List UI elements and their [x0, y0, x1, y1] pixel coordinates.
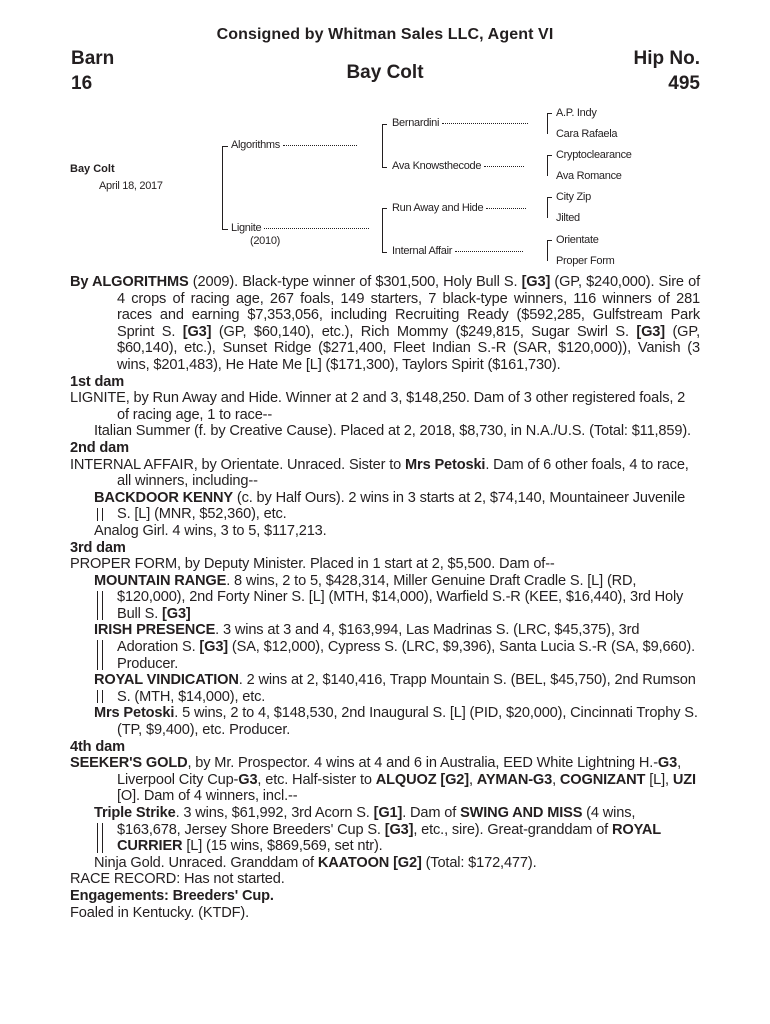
- bracket-line: [222, 229, 228, 230]
- third-dam-paragraph: PROPER FORM, by Deputy Minister. Placed in 1 start at 2, $5,500. Dam of--: [70, 556, 555, 573]
- second-dam-produce: Analog Girl. 4 wins, 3 to 5, $117,213.: [94, 522, 327, 539]
- bracket-line: [547, 155, 548, 176]
- foaled-in: Foaled in Kentucky. (KTDF).: [70, 904, 249, 921]
- bracket-line: [547, 197, 552, 198]
- g3-ancestor: Ava Romance: [556, 170, 622, 182]
- bracket-line: [382, 124, 383, 168]
- fourth-dam-paragraph: SEEKER'S GOLD, by Mr. Prospector. 4 wins at 4 and 6 in Australia, EED White Lightning H.-G3, Liverpool City Cup-G3, etc. Half-sister to ALQUOZ [G2], AYMAN-G3, COGNIZANT [L], UZI [O]. Dam of 4 winners, incl.--: [70, 755, 696, 805]
- first-dam-paragraph: LIGNITE, by Run Away and Hide. Winner at 2 and 3, $148,250. Dam of 3 other registered foals, 2 of racing age, 1 to race--: [70, 390, 686, 423]
- bracket-line: [547, 240, 552, 241]
- third-dam-produce: ROYAL VINDICATION. 2 wins at 2, $140,416, Trapp Mountain S. (BEL, $45,750), 2nd Rumson S. (MTH, $14,000), etc.: [70, 672, 700, 705]
- bracket-line: [382, 124, 387, 125]
- page-title: Bay Colt: [346, 62, 424, 83]
- first-dam-heading: 1st dam: [70, 373, 125, 390]
- sire-name: Algorithms: [231, 139, 357, 151]
- subject-name: Bay Colt: [70, 163, 115, 175]
- bracket-line: [382, 208, 383, 253]
- sire-dam-name: Ava Knowsthecode: [392, 160, 524, 172]
- third-dam-heading: 3rd dam: [70, 539, 126, 556]
- hip-number: 495: [668, 73, 700, 94]
- second-dam-produce: BACKDOOR KENNY (c. by Half Ours). 2 wins in 3 starts at 2, $74,140, Mountaineer Juvenile S. [L] (MNR, $52,360), etc.: [70, 490, 700, 523]
- g3-ancestor: A.P. Indy: [556, 107, 597, 119]
- race-record: RACE RECORD: Has not started.: [70, 871, 285, 888]
- sire-paragraph: By ALGORITHMS (2009). Black-type winner of $301,500, Holy Bull S. [G3] (GP, $240,000). Sire of 4 crops of racing age, 267 foals, 149 starters, 7 black-type winners, 116 winners of 281 races and earning $7,353,056, including Recruiting Ready ($592,285, Gulfstream Park Sprint S. [G3] (GP, $60,140), etc.), Rich Mommy ($249,815, Sugar Swirl S. [G3] (GP, $60,140), etc.), Sunset Ridge ($271,400, Fleet Indian S.-R (SAR, $120,000)), Vanish (3 wins, $201,483), He Hate Me [L] ($171,300), Taylors Spirit ($161,730).: [70, 274, 700, 373]
- engagements: Engagements: Breeders' Cup.: [70, 887, 274, 904]
- bracket-line: [222, 146, 223, 230]
- g3-ancestor: Cryptoclearance: [556, 149, 632, 161]
- g3-ancestor: Cara Rafaela: [556, 128, 618, 140]
- bracket-line: [547, 240, 548, 261]
- second-dam-heading: 2nd dam: [70, 439, 129, 456]
- bracket-line: [547, 113, 552, 114]
- g3-ancestor: Orientate: [556, 234, 599, 246]
- g3-ancestor: Proper Form: [556, 255, 615, 267]
- bracket-line: [547, 155, 552, 156]
- subject-foaled: April 18, 2017: [99, 180, 163, 192]
- sire-sire-name: Bernardini: [392, 117, 528, 129]
- fourth-dam-produce: Ninja Gold. Unraced. Granddam of KAATOON [G2] (Total: $172,477).: [94, 854, 537, 871]
- fourth-dam-produce: Triple Strike. 3 wins, $61,992, 3rd Acorn S. [G1]. Dam of SWING AND MISS (4 wins, $163,678, Jersey Shore Breeders' Cup S. [G3], etc., sire). Great-granddam of ROYAL CURRIER [L] (15 wins, $869,569, set ntr).: [70, 805, 700, 855]
- g3-ancestor: Jilted: [556, 212, 580, 224]
- third-dam-produce: Mrs Petoski. 5 wins, 2 to 4, $148,530, 2nd Inaugural S. [L] (PID, $20,000), Cincinnati Trophy S. (TP, $9,400), etc. Producer.: [94, 705, 698, 739]
- catalogue-page-body: [70, 274, 700, 921]
- second-dam-paragraph: INTERNAL AFFAIR, by Orientate. Unraced. Sister to Mrs Petoski. Dam of 6 other foals, 4 to race, all winners, including--: [70, 456, 689, 490]
- bracket-line: [382, 167, 387, 168]
- hip-label: Hip No.: [633, 48, 700, 69]
- dam-sire-name: Run Away and Hide: [392, 202, 526, 214]
- dam-dam-name: Internal Affair: [392, 245, 523, 257]
- fourth-dam-heading: 4th dam: [70, 738, 125, 755]
- third-dam-produce: MOUNTAIN RANGE. 8 wins, 2 to 5, $428,314, Miller Genuine Draft Cradle S. [L] (RD, $120,000), 2nd Forty Niner S. [L] (MTH, $14,000), Warfield S.-R (KEE, $16,440), 3rd Holy Bull S. [G3]: [70, 573, 700, 623]
- first-dam-produce: Italian Summer (f. by Creative Cause). Placed at 2, 2018, $8,730, in N.A./U.S. (Total: $11,859).: [94, 423, 691, 440]
- bracket-line: [547, 197, 548, 218]
- g3-ancestor: City Zip: [556, 191, 591, 203]
- bracket-line: [222, 146, 228, 147]
- barn-number: 16: [71, 73, 93, 94]
- dam-year: (2010): [250, 235, 280, 247]
- barn-label: Barn: [71, 48, 115, 69]
- bracket-line: [547, 113, 548, 134]
- dam-name: Lignite: [231, 222, 369, 234]
- third-dam-produce: IRISH PRESENCE. 3 wins at 3 and 4, $163,994, Las Madrinas S. (LRC, $45,375), 3rd Adoration S. [G3] (SA, $12,000), Cypress S. (LRC, $9,396), Santa Lucia S.-R (SA, $9,660). Producer.: [70, 622, 700, 672]
- bracket-line: [382, 208, 387, 209]
- consignor-line: Consigned by Whitman Sales LLC, Agent VI: [216, 26, 554, 43]
- bracket-line: [382, 252, 387, 253]
